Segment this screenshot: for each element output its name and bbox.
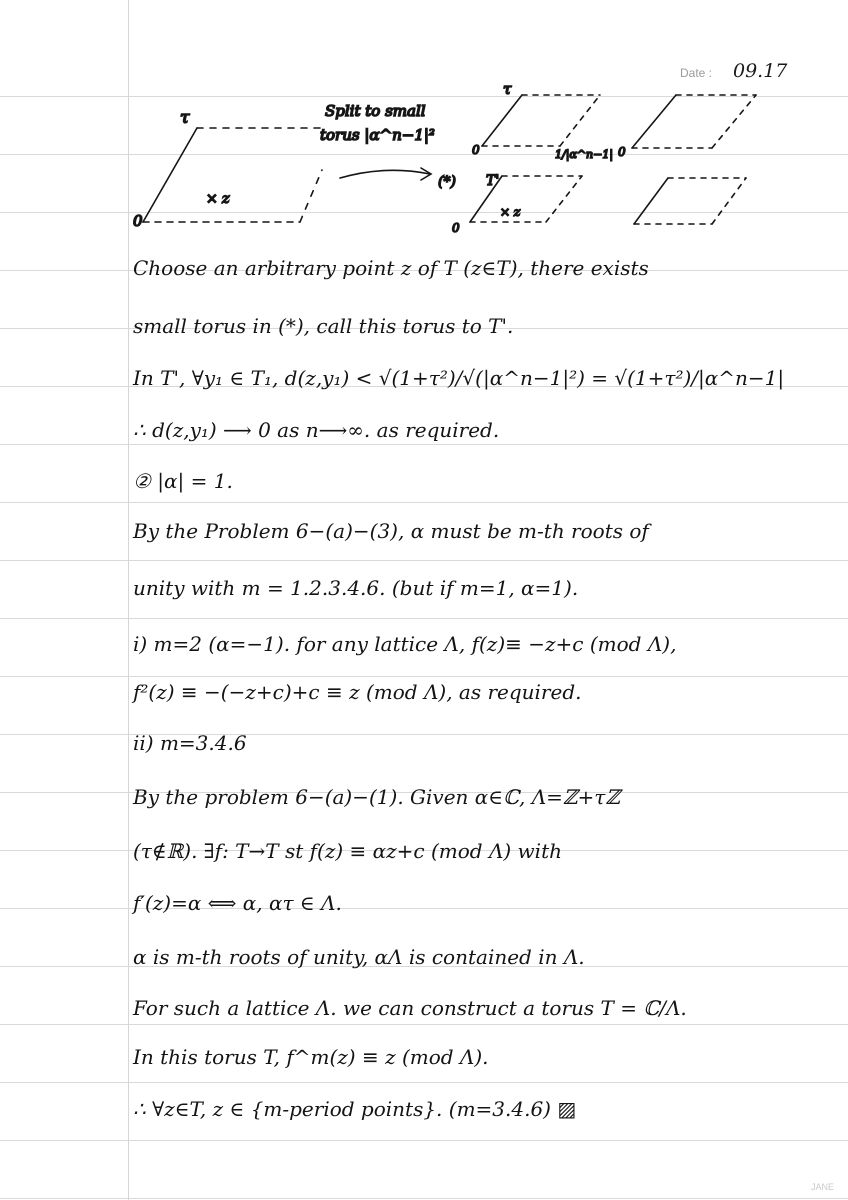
note-line: f²(z) ≡ −(−z+c)+c ≡ z (mod Λ), as required. xyxy=(133,680,582,704)
small-torus-top-right xyxy=(632,95,756,148)
footer-brand: JANE xyxy=(810,1182,834,1192)
split-note-line1: Split to small xyxy=(325,102,426,120)
small-torus-bottom-right xyxy=(634,178,746,224)
small-origin-label-1: 0 xyxy=(472,143,480,157)
note-line: By the Problem 6−(a)−(3), α must be m-th roots of xyxy=(133,519,649,543)
small-point-z-label: × z xyxy=(500,205,521,219)
note-line: i) m=2 (α=−1). for any lattice Λ, f(z)≡ −z+c (mod Λ), xyxy=(133,632,677,656)
split-note-line2: torus |α^n−1|² xyxy=(320,126,435,144)
note-line: For such a lattice Λ. we can construct a torus T = ℂ/Λ. xyxy=(133,996,687,1020)
torus-diagram xyxy=(0,0,848,250)
fraction-label: 1/|α^n−1| xyxy=(555,148,614,161)
small-origin-label-2: 0 xyxy=(618,145,626,159)
note-line: By the problem 6−(a)−(1). Given α∈ℂ, Λ=ℤ+τℤ xyxy=(133,785,620,809)
small-tau-label: τ xyxy=(503,80,512,98)
note-line: α is m-th roots of unity, αΛ is contained in Λ. xyxy=(133,945,585,969)
note-line: unity with m = 1.2.3.4.6. (but if m=1, α=1). xyxy=(133,576,579,600)
date-label: Date : xyxy=(680,66,713,80)
note-line: (τ∉ℝ). ∃f: T→T st f(z) ≡ αz+c (mod Λ) with xyxy=(133,839,562,863)
date-value: 09.17 xyxy=(733,60,788,82)
note-line: small torus in (*), call this torus to T'. xyxy=(133,314,514,338)
tau-label: τ xyxy=(180,108,190,128)
note-line: f′(z)=α ⟺ α, ατ ∈ Λ. xyxy=(133,891,342,915)
note-line: ∴ ∀z∈T, z ∈ {m-period points}. (m=3.4.6) ▨ xyxy=(133,1097,577,1121)
note-line: In this torus T, f^m(z) ≡ z (mod Λ). xyxy=(133,1045,489,1069)
origin-label: 0 xyxy=(133,212,143,230)
note-line: ∴ d(z,y₁) ⟶ 0 as n⟶∞. as required. xyxy=(133,418,500,442)
note-line: In T', ∀y₁ ∈ T₁, d(z,y₁) < √(1+τ²)/√(|α^n−1|²) = √(1+τ²)/|α^n−1| xyxy=(133,366,785,390)
tau-prime-label: T' xyxy=(486,173,500,189)
note-line: ii) m=3.4.6 xyxy=(133,731,247,755)
point-z-label: × z xyxy=(206,191,230,207)
star-label: (*) xyxy=(438,174,456,190)
arrow-line xyxy=(340,170,430,178)
note-line: Choose an arbitrary point z of T (z∈T), there exists xyxy=(133,256,649,280)
note-line: ② |α| = 1. xyxy=(133,469,233,493)
small-torus-top-left xyxy=(482,95,600,146)
small-origin-label-3: 0 xyxy=(452,221,460,235)
large-torus xyxy=(143,128,322,222)
